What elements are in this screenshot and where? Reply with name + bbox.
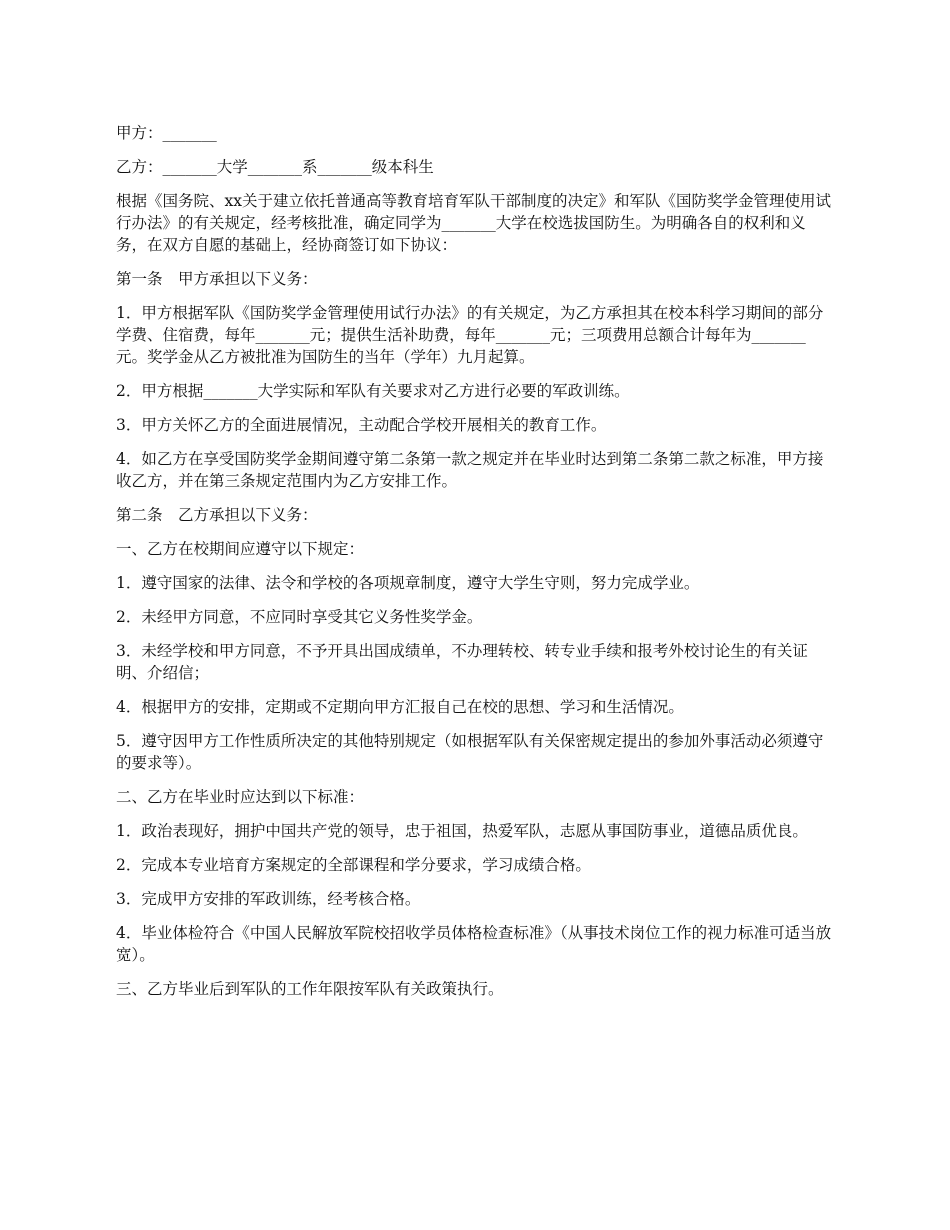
article-1-item-4: 4．如乙方在享受国防奖学金期间遵守第二条第一款之规定并在毕业时达到第二条第二款之标准，甲方接收乙方，并在第三条规定范围内为乙方安排工作。 <box>116 450 824 490</box>
article-2-section-1-item-4: 4．根据甲方的安排，定期或不定期向甲方汇报自己在校的思想、学习和生活情况。 <box>116 698 684 716</box>
article-2-section-1-item-3: 3．未经学校和甲方同意，不予开具出国成绩单，不办理转校、转专业手续和报考外校讨论生的有关证明、介绍信； <box>116 642 808 682</box>
article-1-item-3: 3．甲方关怀乙方的全面进展情况，主动配合学校开展相关的教育工作。 <box>116 416 607 434</box>
article-2-section-2-item-3: 3．完成甲方安排的军政训练，经考核合格。 <box>116 890 421 908</box>
article-1-heading: 第一条 甲方承担以下义务： <box>116 270 318 288</box>
article-2-section-2-item-4: 4．毕业体检符合《中国人民解放军院校招收学员体格检查标准》（从事技术岗位工作的视力标准可适当放宽）。 <box>116 924 832 964</box>
article-2-section-3: 三、乙方毕业后到军队的工作年限按军队有关政策执行。 <box>116 980 504 998</box>
preamble-paragraph: 根据《国务院、xx关于建立依托普通高等教育培育军队干部制度的决定》和军队《国防奖学金管理使用试行办法》的有关规定，经考核批准，确定同学为_______大学在校选拔国防生。为明确各自的权利和义务，在双方自愿的基础上，经协商签订如下协议： <box>116 192 831 254</box>
article-2-section-2-heading: 二、乙方在毕业时应达到以下标准： <box>116 788 365 806</box>
article-1-item-2: 2．甲方根据_______大学实际和军队有关要求对乙方进行必要的军政训练。 <box>116 382 630 400</box>
party-a-line: 甲方：_______ <box>116 124 217 142</box>
article-2-section-1-heading: 一、乙方在校期间应遵守以下规定： <box>116 540 365 558</box>
article-1-item-1: 1．甲方根据军队《国防奖学金管理使用试行办法》的有关规定，为乙方承担其在校本科学习期间的部分学费、住宿费，每年_______元；提供生活补助费，每年_______元；三项费用总额合计每年为_______元。奖学金从乙方被批准为国防生的当年（学年）九月起算。 <box>116 304 824 366</box>
article-2-heading: 第二条 乙方承担以下义务： <box>116 506 318 524</box>
article-2-section-2-item-1: 1．政治表现好，拥护中国共产党的领导，忠于祖国，热爱军队，志愿从事国防事业，道德品质优良。 <box>116 822 808 840</box>
article-2-section-1-item-2: 2．未经甲方同意，不应同时享受其它义务性奖学金。 <box>116 608 483 626</box>
party-b-line: 乙方：_______大学_______系_______级本科生 <box>116 158 434 176</box>
article-2-section-1-item-5: 5．遵守因甲方工作性质所决定的其他特别规定（如根据军队有关保密规定提出的参加外事活动必须遵守的要求等）。 <box>116 732 824 772</box>
article-2-section-2-item-2: 2．完成本专业培育方案规定的全部课程和学分要求，学习成绩合格。 <box>116 856 591 874</box>
article-2-section-1-item-1: 1．遵守国家的法律、法令和学校的各项规章制度，遵守大学生守则，努力完成学业。 <box>116 574 700 592</box>
document-body <box>116 122 832 1012</box>
